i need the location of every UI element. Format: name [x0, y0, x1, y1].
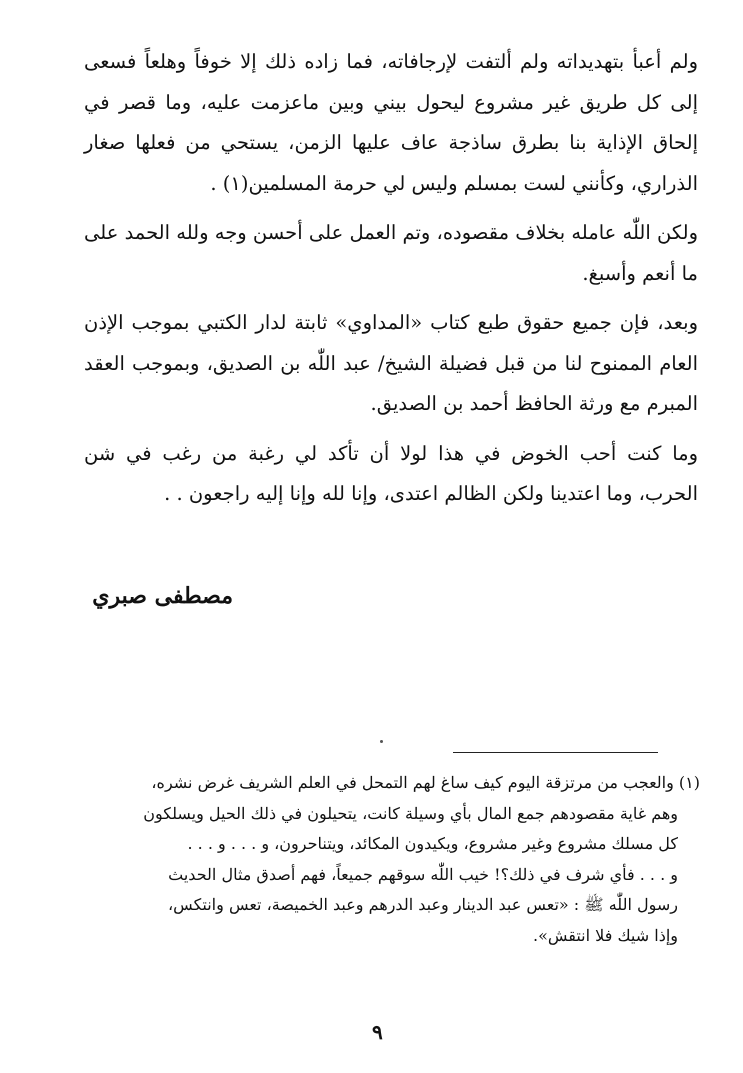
- paragraph-2: ولكن اللّٰه عامله بخلاف مقصوده، وتم العمل على أحسن وجه ولله الحمد على ما أنعم وأسبغ.: [84, 221, 698, 285]
- author-signature: مصطفى صبري: [92, 583, 233, 609]
- footnote-line-6: وإذا شيك فلا انتقش».: [532, 925, 678, 945]
- footnote-separator: [453, 752, 658, 753]
- page-number: ٩: [372, 1020, 383, 1044]
- paragraph-1: ولم أعبأ بتهديداته ولم ألتفت لإرجافاته، فما زاده ذلك إلا خوفاً وهلعاً فسعى إلى كل طريق غير مشروع ليحول بيني وبين ماعزمت عليه، وما قصر في إلحاق الإذاية بنا بطرق ساذجة عاف عليها الزمن، يستحي من فعلها صغار الذراري، وكأنني لست بمسلم وليس لي حرمة المسلمين(١) .: [84, 50, 698, 195]
- footnote-line-1: (١) والعجب من مرتزقة اليوم كيف ساغ لهم التمحل في العلم الشريف غرض نشره،: [151, 773, 700, 792]
- footnote-line-2: وهم غاية مقصودهم جمع المال بأي وسيلة كانت، يتحيلون في ذلك الحيل ويسلكون: [143, 803, 678, 823]
- main-body-text: [84, 42, 698, 515]
- paragraph-4: وما كنت أحب الخوض في هذا لولا أن تأكد لي رغبة من رغب في شن الحرب، وما اعتدينا ولكن الظالم اعتدى، وإنا لله وإنا إليه راجعون . .: [84, 441, 698, 505]
- ink-dot: [380, 740, 383, 743]
- footnote-line-4: و . . . فأي شرف في ذلك؟! خيب اللّٰه سوقهم جميعاً، فهم أصدق مثال الحديث: [168, 864, 678, 884]
- footnote-block: [88, 768, 700, 951]
- paragraph-3: وبعد، فإن جميع حقوق طبع كتاب «المداوي» ثابتة لدار الكتبي بموجب الإذن العام الممنوح لنا من قبل فضيلة الشيخ/ عبد اللّٰه بن الصديق، وبموجب العقد المبرم مع ورثة الحافظ أحمد بن الصديق.: [84, 311, 698, 415]
- footnote-line-5: رسول اللّٰه ﷺ : «تعس عبد الدينار وعبد الدرهم وعبد الخميصة، تعس وانتكس،: [168, 895, 678, 914]
- footnote-line-3: كل مسلك مشروع وغير مشروع، ويكيدون المكائد، ويتناحرون، و . . . و . . .: [187, 834, 678, 853]
